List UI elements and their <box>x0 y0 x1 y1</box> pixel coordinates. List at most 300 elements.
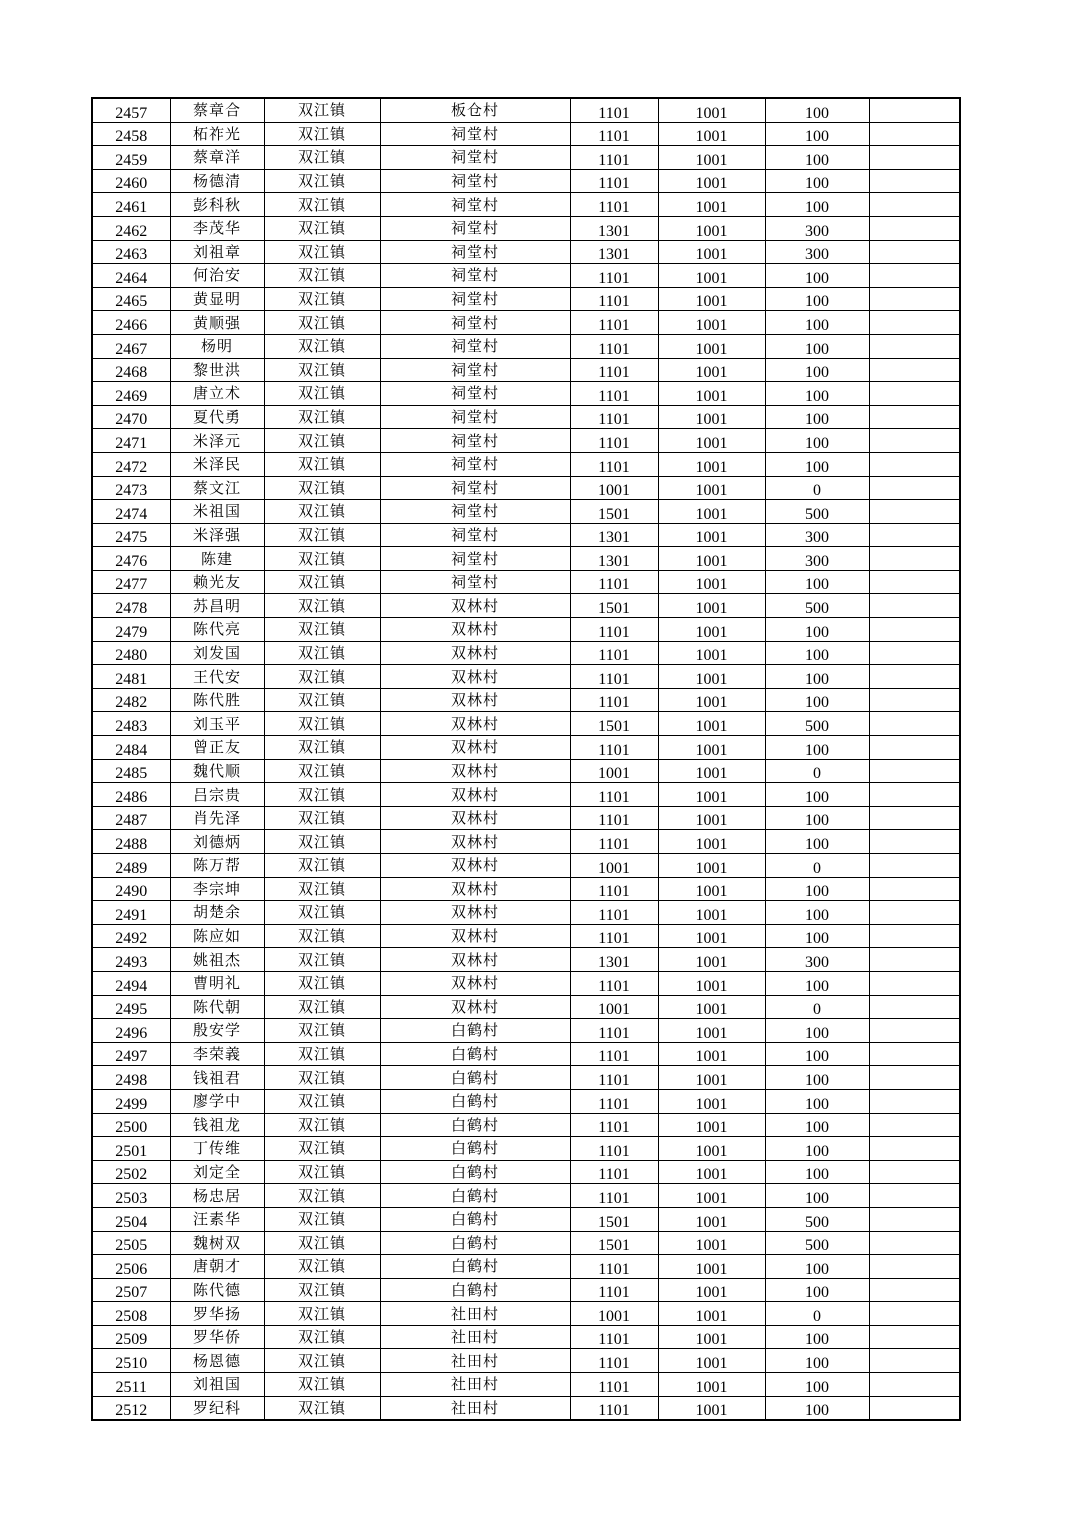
row-number-cell: 2457 <box>92 98 170 122</box>
table-row <box>92 1184 960 1208</box>
remark-cell <box>869 618 960 642</box>
row-number-cell: 2486 <box>92 783 170 807</box>
town-cell: 双江镇 <box>264 122 380 146</box>
name-cell: 罗纪科 <box>170 1396 264 1420</box>
name-cell: 胡楚余 <box>170 901 264 925</box>
value-a-cell: 1501 <box>570 500 658 524</box>
row-number-cell: 2493 <box>92 948 170 972</box>
name-cell: 米泽强 <box>170 523 264 547</box>
value-a-cell: 1101 <box>570 1278 658 1302</box>
row-number-cell: 2494 <box>92 971 170 995</box>
difference-cell: 100 <box>765 1349 869 1373</box>
difference-cell: 300 <box>765 547 869 571</box>
town-cell: 双江镇 <box>264 1396 380 1420</box>
name-cell: 米祖国 <box>170 500 264 524</box>
value-a-cell: 1101 <box>570 830 658 854</box>
remark-cell <box>869 358 960 382</box>
town-cell: 双江镇 <box>264 1160 380 1184</box>
remark-cell <box>869 1207 960 1231</box>
value-a-cell: 1101 <box>570 1325 658 1349</box>
table-row <box>92 264 960 288</box>
table-row <box>92 429 960 453</box>
name-cell: 魏树双 <box>170 1231 264 1255</box>
remark-cell <box>869 712 960 736</box>
town-cell: 双江镇 <box>264 736 380 760</box>
difference-cell: 500 <box>765 1207 869 1231</box>
town-cell: 双江镇 <box>264 854 380 878</box>
town-cell: 双江镇 <box>264 1325 380 1349</box>
town-cell: 双江镇 <box>264 264 380 288</box>
name-cell: 吕宗贵 <box>170 783 264 807</box>
difference-cell: 100 <box>765 98 869 122</box>
remark-cell <box>869 1349 960 1373</box>
row-number-cell: 2498 <box>92 1066 170 1090</box>
town-cell: 双江镇 <box>264 547 380 571</box>
town-cell: 双江镇 <box>264 712 380 736</box>
value-b-cell: 1001 <box>658 971 765 995</box>
value-a-cell: 1001 <box>570 1302 658 1326</box>
value-a-cell: 1101 <box>570 1184 658 1208</box>
town-cell: 双江镇 <box>264 688 380 712</box>
difference-cell: 100 <box>765 146 869 170</box>
table-row <box>92 405 960 429</box>
value-b-cell: 1001 <box>658 547 765 571</box>
value-b-cell: 1001 <box>658 1019 765 1043</box>
row-number-cell: 2458 <box>92 122 170 146</box>
row-number-cell: 2469 <box>92 382 170 406</box>
town-cell: 双江镇 <box>264 334 380 358</box>
row-number-cell: 2482 <box>92 688 170 712</box>
difference-cell: 100 <box>765 1396 869 1420</box>
difference-cell: 100 <box>765 1278 869 1302</box>
village-cell: 白鹤村 <box>380 1255 570 1279</box>
difference-cell: 100 <box>765 665 869 689</box>
table-row <box>92 665 960 689</box>
difference-cell: 100 <box>765 901 869 925</box>
difference-cell: 100 <box>765 193 869 217</box>
remark-cell <box>869 948 960 972</box>
name-cell: 刘发国 <box>170 641 264 665</box>
table-row <box>92 1278 960 1302</box>
row-number-cell: 2505 <box>92 1231 170 1255</box>
name-cell: 钱祖君 <box>170 1066 264 1090</box>
table-row <box>92 1325 960 1349</box>
village-cell: 白鹤村 <box>380 1278 570 1302</box>
village-cell: 双林村 <box>380 806 570 830</box>
difference-cell: 100 <box>765 382 869 406</box>
table-row <box>92 641 960 665</box>
remark-cell <box>869 688 960 712</box>
town-cell: 双江镇 <box>264 287 380 311</box>
village-cell: 双林村 <box>380 759 570 783</box>
town-cell: 双江镇 <box>264 1349 380 1373</box>
table-row <box>92 1207 960 1231</box>
name-cell: 罗华扬 <box>170 1302 264 1326</box>
village-cell: 祠堂村 <box>380 216 570 240</box>
remark-cell <box>869 334 960 358</box>
name-cell: 姚祖杰 <box>170 948 264 972</box>
town-cell: 双江镇 <box>264 783 380 807</box>
town-cell: 双江镇 <box>264 830 380 854</box>
row-number-cell: 2497 <box>92 1042 170 1066</box>
value-b-cell: 1001 <box>658 169 765 193</box>
town-cell: 双江镇 <box>264 1042 380 1066</box>
village-cell: 祠堂村 <box>380 500 570 524</box>
name-cell: 蔡章合 <box>170 98 264 122</box>
name-cell: 刘玉平 <box>170 712 264 736</box>
difference-cell: 100 <box>765 924 869 948</box>
value-b-cell: 1001 <box>658 1137 765 1161</box>
value-b-cell: 1001 <box>658 1255 765 1279</box>
village-cell: 白鹤村 <box>380 1137 570 1161</box>
difference-cell: 100 <box>765 641 869 665</box>
row-number-cell: 2468 <box>92 358 170 382</box>
row-number-cell: 2503 <box>92 1184 170 1208</box>
table-row <box>92 995 960 1019</box>
value-b-cell: 1001 <box>658 1066 765 1090</box>
name-cell: 李荣義 <box>170 1042 264 1066</box>
table-row <box>92 1255 960 1279</box>
town-cell: 双江镇 <box>264 1089 380 1113</box>
row-number-cell: 2510 <box>92 1349 170 1373</box>
row-number-cell: 2475 <box>92 523 170 547</box>
value-b-cell: 1001 <box>658 405 765 429</box>
difference-cell: 100 <box>765 405 869 429</box>
remark-cell <box>869 547 960 571</box>
village-cell: 社田村 <box>380 1396 570 1420</box>
town-cell: 双江镇 <box>264 594 380 618</box>
remark-cell <box>869 854 960 878</box>
value-a-cell: 1101 <box>570 901 658 925</box>
value-a-cell: 1501 <box>570 594 658 618</box>
village-cell: 祠堂村 <box>380 264 570 288</box>
value-b-cell: 1001 <box>658 665 765 689</box>
value-a-cell: 1101 <box>570 382 658 406</box>
table-row <box>92 1349 960 1373</box>
row-number-cell: 2477 <box>92 570 170 594</box>
remark-cell <box>869 98 960 122</box>
remark-cell <box>869 641 960 665</box>
name-cell: 米泽民 <box>170 452 264 476</box>
value-a-cell: 1101 <box>570 783 658 807</box>
town-cell: 双江镇 <box>264 1373 380 1397</box>
table-row <box>92 1137 960 1161</box>
value-a-cell: 1101 <box>570 1042 658 1066</box>
difference-cell: 100 <box>765 806 869 830</box>
difference-cell: 500 <box>765 594 869 618</box>
value-b-cell: 1001 <box>658 476 765 500</box>
name-cell: 蔡文江 <box>170 476 264 500</box>
name-cell: 杨恩德 <box>170 1349 264 1373</box>
value-b-cell: 1001 <box>658 1373 765 1397</box>
table-row <box>92 287 960 311</box>
difference-cell: 100 <box>765 1160 869 1184</box>
town-cell: 双江镇 <box>264 358 380 382</box>
value-b-cell: 1001 <box>658 287 765 311</box>
row-number-cell: 2504 <box>92 1207 170 1231</box>
table-row <box>92 476 960 500</box>
difference-cell: 100 <box>765 1137 869 1161</box>
table-row <box>92 382 960 406</box>
name-cell: 杨明 <box>170 334 264 358</box>
remark-cell <box>869 429 960 453</box>
town-cell: 双江镇 <box>264 924 380 948</box>
value-a-cell: 1101 <box>570 358 658 382</box>
remark-cell <box>869 500 960 524</box>
value-b-cell: 1001 <box>658 1207 765 1231</box>
table-row <box>92 98 960 122</box>
table-row <box>92 146 960 170</box>
remark-cell <box>869 216 960 240</box>
value-b-cell: 1001 <box>658 334 765 358</box>
village-cell: 双林村 <box>380 688 570 712</box>
value-a-cell: 1001 <box>570 854 658 878</box>
row-number-cell: 2483 <box>92 712 170 736</box>
table-row <box>92 924 960 948</box>
remark-cell <box>869 1302 960 1326</box>
village-cell: 双林村 <box>380 924 570 948</box>
name-cell: 陈代朝 <box>170 995 264 1019</box>
difference-cell: 100 <box>765 452 869 476</box>
village-cell: 祠堂村 <box>380 334 570 358</box>
remark-cell <box>869 1089 960 1113</box>
village-cell: 祠堂村 <box>380 476 570 500</box>
table-row <box>92 1089 960 1113</box>
town-cell: 双江镇 <box>264 405 380 429</box>
name-cell: 夏代勇 <box>170 405 264 429</box>
village-cell: 祠堂村 <box>380 240 570 264</box>
remark-cell <box>869 570 960 594</box>
remark-cell <box>869 240 960 264</box>
village-cell: 白鹤村 <box>380 1160 570 1184</box>
row-number-cell: 2470 <box>92 405 170 429</box>
difference-cell: 100 <box>765 1184 869 1208</box>
difference-cell: 500 <box>765 500 869 524</box>
remark-cell <box>869 382 960 406</box>
name-cell: 殷安学 <box>170 1019 264 1043</box>
row-number-cell: 2507 <box>92 1278 170 1302</box>
table-row <box>92 523 960 547</box>
name-cell: 杨忠居 <box>170 1184 264 1208</box>
row-number-cell: 2490 <box>92 877 170 901</box>
value-b-cell: 1001 <box>658 783 765 807</box>
table-row <box>92 122 960 146</box>
value-a-cell: 1101 <box>570 806 658 830</box>
village-cell: 祠堂村 <box>380 452 570 476</box>
name-cell: 刘祖国 <box>170 1373 264 1397</box>
village-cell: 祠堂村 <box>380 523 570 547</box>
remark-cell <box>869 476 960 500</box>
row-number-cell: 2478 <box>92 594 170 618</box>
town-cell: 双江镇 <box>264 618 380 642</box>
village-cell: 双林村 <box>380 854 570 878</box>
remark-cell <box>869 122 960 146</box>
name-cell: 陈应如 <box>170 924 264 948</box>
remark-cell <box>869 971 960 995</box>
village-cell: 白鹤村 <box>380 1231 570 1255</box>
village-cell: 祠堂村 <box>380 146 570 170</box>
row-number-cell: 2476 <box>92 547 170 571</box>
village-cell: 白鹤村 <box>380 1019 570 1043</box>
table-row <box>92 971 960 995</box>
value-a-cell: 1501 <box>570 1231 658 1255</box>
remark-cell <box>869 264 960 288</box>
name-cell: 彭科秋 <box>170 193 264 217</box>
difference-cell: 100 <box>765 570 869 594</box>
value-b-cell: 1001 <box>658 759 765 783</box>
row-number-cell: 2463 <box>92 240 170 264</box>
value-b-cell: 1001 <box>658 216 765 240</box>
row-number-cell: 2509 <box>92 1325 170 1349</box>
row-number-cell: 2462 <box>92 216 170 240</box>
village-cell: 双林村 <box>380 594 570 618</box>
name-cell: 杨德清 <box>170 169 264 193</box>
row-number-cell: 2499 <box>92 1089 170 1113</box>
value-a-cell: 1101 <box>570 618 658 642</box>
difference-cell: 500 <box>765 1231 869 1255</box>
table-row <box>92 618 960 642</box>
value-a-cell: 1101 <box>570 736 658 760</box>
value-b-cell: 1001 <box>658 452 765 476</box>
difference-cell: 0 <box>765 476 869 500</box>
value-b-cell: 1001 <box>658 358 765 382</box>
difference-cell: 300 <box>765 240 869 264</box>
difference-cell: 500 <box>765 712 869 736</box>
remark-cell <box>869 1373 960 1397</box>
town-cell: 双江镇 <box>264 382 380 406</box>
value-a-cell: 1101 <box>570 146 658 170</box>
row-number-cell: 2502 <box>92 1160 170 1184</box>
value-b-cell: 1001 <box>658 995 765 1019</box>
name-cell: 刘祖章 <box>170 240 264 264</box>
difference-cell: 0 <box>765 759 869 783</box>
remark-cell <box>869 806 960 830</box>
village-cell: 双林村 <box>380 971 570 995</box>
name-cell: 丁传维 <box>170 1137 264 1161</box>
town-cell: 双江镇 <box>264 971 380 995</box>
table-row <box>92 452 960 476</box>
town-cell: 双江镇 <box>264 948 380 972</box>
table-row <box>92 712 960 736</box>
name-cell: 钱祖龙 <box>170 1113 264 1137</box>
remark-cell <box>869 736 960 760</box>
remark-cell <box>869 1231 960 1255</box>
town-cell: 双江镇 <box>264 216 380 240</box>
row-number-cell: 2481 <box>92 665 170 689</box>
table-row <box>92 1042 960 1066</box>
village-cell: 双林村 <box>380 618 570 642</box>
row-number-cell: 2508 <box>92 1302 170 1326</box>
village-cell: 祠堂村 <box>380 287 570 311</box>
remark-cell <box>869 405 960 429</box>
remark-cell <box>869 169 960 193</box>
remark-cell <box>869 193 960 217</box>
name-cell: 唐朝才 <box>170 1255 264 1279</box>
difference-cell: 0 <box>765 995 869 1019</box>
difference-cell: 100 <box>765 1042 869 1066</box>
remark-cell <box>869 523 960 547</box>
table-row <box>92 901 960 925</box>
value-a-cell: 1101 <box>570 924 658 948</box>
table-row <box>92 948 960 972</box>
remark-cell <box>869 1066 960 1090</box>
value-a-cell: 1301 <box>570 523 658 547</box>
difference-cell: 100 <box>765 618 869 642</box>
row-number-cell: 2471 <box>92 429 170 453</box>
value-b-cell: 1001 <box>658 641 765 665</box>
town-cell: 双江镇 <box>264 500 380 524</box>
remark-cell <box>869 287 960 311</box>
table-row <box>92 500 960 524</box>
village-cell: 双林村 <box>380 783 570 807</box>
row-number-cell: 2487 <box>92 806 170 830</box>
value-b-cell: 1001 <box>658 311 765 335</box>
row-number-cell: 2461 <box>92 193 170 217</box>
value-b-cell: 1001 <box>658 948 765 972</box>
row-number-cell: 2496 <box>92 1019 170 1043</box>
value-b-cell: 1001 <box>658 901 765 925</box>
name-cell: 罗华侨 <box>170 1325 264 1349</box>
town-cell: 双江镇 <box>264 641 380 665</box>
village-cell: 祠堂村 <box>380 311 570 335</box>
name-cell: 陈代亮 <box>170 618 264 642</box>
value-a-cell: 1101 <box>570 452 658 476</box>
town-cell: 双江镇 <box>264 806 380 830</box>
town-cell: 双江镇 <box>264 877 380 901</box>
value-b-cell: 1001 <box>658 854 765 878</box>
value-a-cell: 1101 <box>570 1019 658 1043</box>
remark-cell <box>869 311 960 335</box>
name-cell: 汪素华 <box>170 1207 264 1231</box>
value-a-cell: 1101 <box>570 122 658 146</box>
value-b-cell: 1001 <box>658 146 765 170</box>
value-a-cell: 1101 <box>570 193 658 217</box>
difference-cell: 100 <box>765 358 869 382</box>
difference-cell: 100 <box>765 783 869 807</box>
table-row <box>92 1373 960 1397</box>
value-a-cell: 1101 <box>570 1349 658 1373</box>
value-b-cell: 1001 <box>658 688 765 712</box>
value-b-cell: 1001 <box>658 1160 765 1184</box>
value-a-cell: 1101 <box>570 1396 658 1420</box>
table-row <box>92 1113 960 1137</box>
village-cell: 祠堂村 <box>380 122 570 146</box>
village-cell: 祠堂村 <box>380 193 570 217</box>
difference-cell: 100 <box>765 311 869 335</box>
value-a-cell: 1001 <box>570 759 658 783</box>
difference-cell: 300 <box>765 523 869 547</box>
value-a-cell: 1301 <box>570 948 658 972</box>
name-cell: 黄顺强 <box>170 311 264 335</box>
name-cell: 蔡章洋 <box>170 146 264 170</box>
value-a-cell: 1101 <box>570 1066 658 1090</box>
value-a-cell: 1101 <box>570 405 658 429</box>
name-cell: 米泽元 <box>170 429 264 453</box>
value-b-cell: 1001 <box>658 806 765 830</box>
row-number-cell: 2474 <box>92 500 170 524</box>
town-cell: 双江镇 <box>264 193 380 217</box>
village-cell: 双林村 <box>380 948 570 972</box>
remark-cell <box>869 1325 960 1349</box>
difference-cell: 300 <box>765 948 869 972</box>
difference-cell: 100 <box>765 1373 869 1397</box>
town-cell: 双江镇 <box>264 570 380 594</box>
difference-cell: 300 <box>765 216 869 240</box>
table-body <box>92 98 960 1420</box>
difference-cell: 0 <box>765 1302 869 1326</box>
remark-cell <box>869 594 960 618</box>
town-cell: 双江镇 <box>264 169 380 193</box>
